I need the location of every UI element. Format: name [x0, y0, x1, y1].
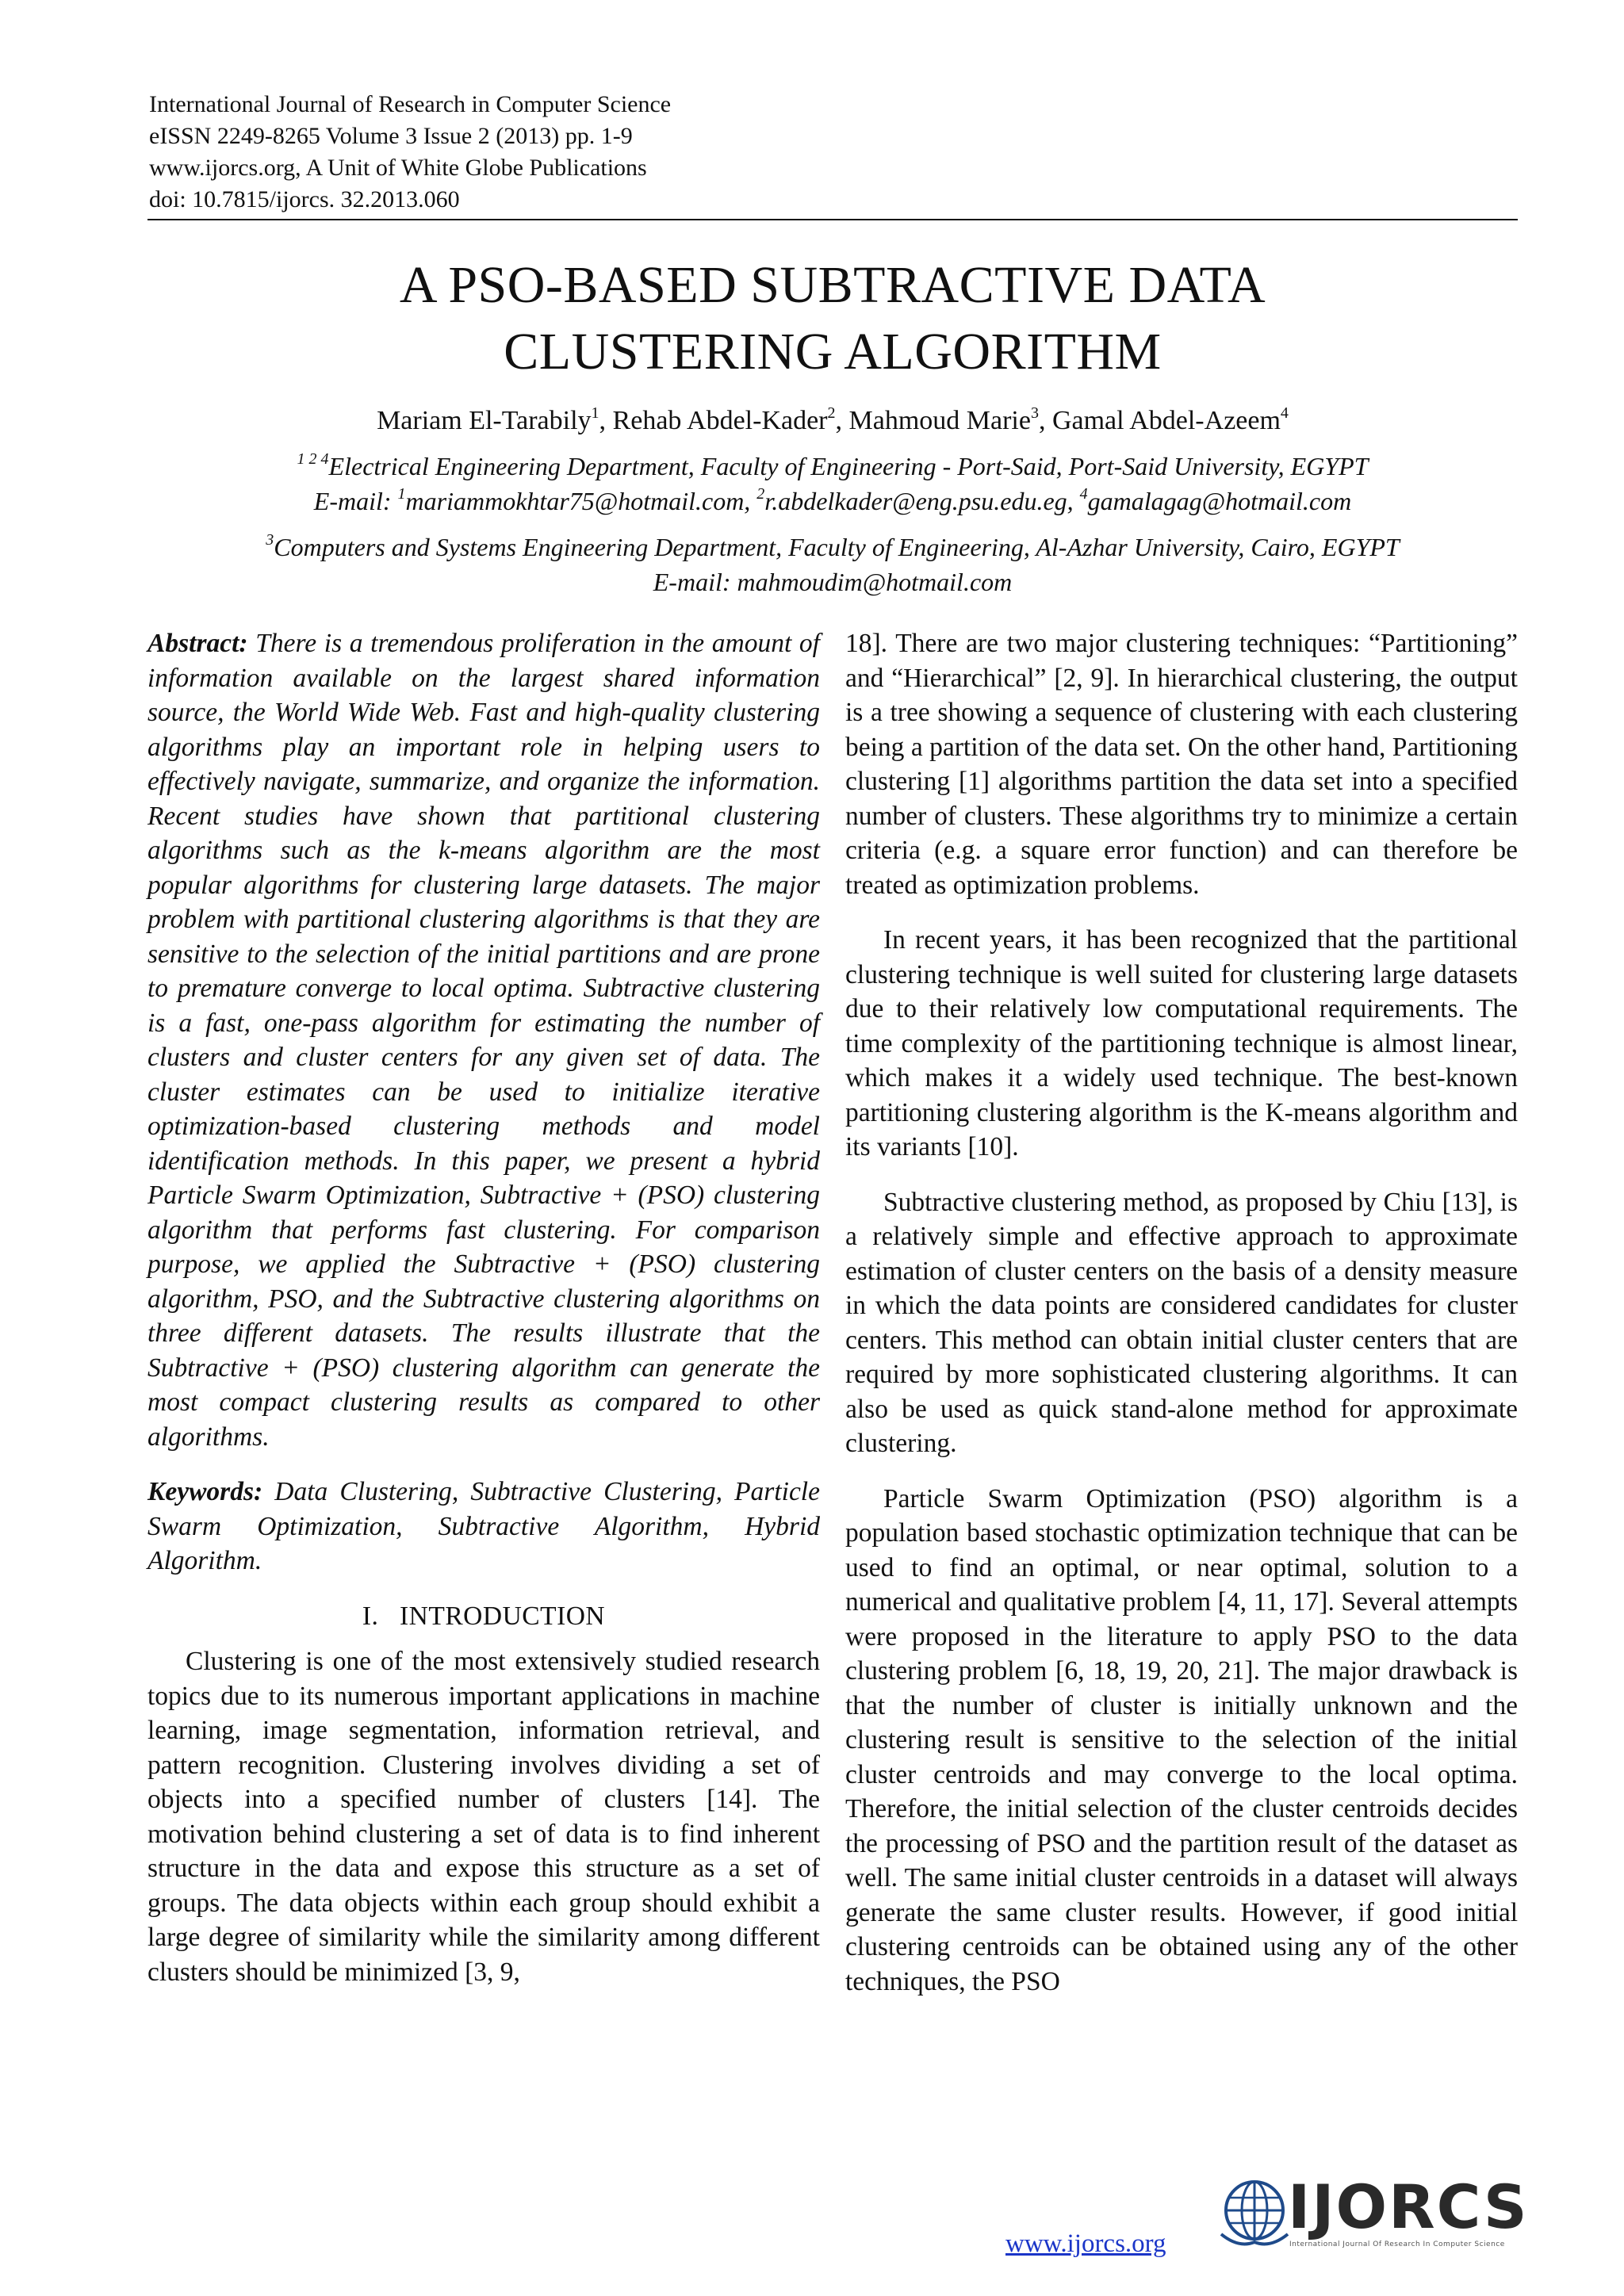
keywords: [147, 1475, 820, 1578]
abstract-label: Abstract:: [147, 629, 248, 658]
email1-sup1: 1: [397, 485, 406, 503]
title-line-2: CLUSTERING ALGORITHM: [504, 323, 1162, 381]
affiliation-1: [149, 449, 1516, 519]
body-paragraph-2: In recent years, it has been recognized that the partitional clustering technique is well suited for clustering large datasets due to their relatively low computational requirements. The time complexity of the partitioning technique is almost linear, which makes it a widely used technique. The best-known partitioning clustering algorithm is the K-means algorithm and its variants [10].: [845, 925, 1518, 1161]
email1-sup4: 4: [1079, 485, 1088, 503]
left-column: [147, 626, 820, 1989]
section-heading-introduction: I. INTRODUCTION: [362, 1601, 606, 1631]
footer-website-link[interactable]: www.ijorcs.org: [1005, 2229, 1166, 2258]
author-4-sup: 4: [1280, 404, 1289, 422]
email1-a: mariammokhtar75@hotmail.com,: [405, 487, 757, 515]
author-3: , Mahmoud Marie: [835, 406, 1031, 435]
body-paragraph-4: Particle Swarm Optimization (PSO) algorithm is a population based stochastic optimization technique that can be used to find an optimal, or near optimal, solution to a numerical and qualitative problem [4, 11, 17]. Several attempts were proposed in the literature to apply PSO to the data clustering problem [6, 18, 19, 20, 21]. The major drawback is that the number of cluster is initially unknown and the clustering result is sensitive to the selection of the initial cluster centroids and may converge to the local optima. Therefore, the initial selection of the cluster centroids decides the processing of PSO and the partition result of the dataset as well. The same initial cluster centroids in a dataset will always generate the same cluster results. However, if good initial clustering centroids can be obtained using any of the other techniques, the PSO: [845, 1483, 1518, 1996]
author-4: , Gamal Abdel-Azeem: [1038, 406, 1281, 435]
logo-wordmark: IJORCS: [1288, 2172, 1529, 2242]
email-line-2: E-mail: mahmoudim@hotmail.com: [653, 568, 1013, 596]
header-rule: [147, 219, 1518, 220]
author-3-sup: 3: [1030, 404, 1039, 422]
author-1-sup: 1: [591, 404, 599, 422]
author-1: Mariam El-Tarabily: [377, 406, 592, 435]
keywords-text: Data Clustering, Subtractive Clustering, Particle Swarm Optimization, Subtractive Algorithm, Hybrid Algorithm.: [147, 1477, 820, 1575]
abstract-text: There is a tremendous proliferation in the amount of information available on the largest shared information source, the World Wide Web. Fast and high-quality clustering algorithms play an important role in helping users to effectively navigate, summarize, and organize the information. Recent studies have shown that partitional clustering algorithms such as the k-means algorithm are the most popular algorithms for clustering large datasets. The major problem with partitional clustering algorithms is that they are sensitive to the selection of the initial partitions and are prone to premature converge to local optima. Subtractive clustering is a fast, one-pass algorithm for estimating the number of clusters and cluster centers for any given set of data. The cluster estimates can be used to initialize iterative optimization-based clustering methods and model identification methods. In this paper, we present a hybrid Particle Swarm Optimization, Subtractive + (PSO) clustering algorithm that performs fast clustering. For comparison purpose, we applied the Subtractive + (PSO) clustering algorithm, PSO, and the Subtractive clustering algorithms on three different datasets. The results illustrate that the Subtractive + (PSO) clustering algorithm can generate the most compact clustering results as compared to other algorithms.: [147, 629, 820, 1452]
author-list: [149, 403, 1516, 439]
author-2-sup: 2: [827, 404, 836, 422]
email1-b: r.abdelkader@eng.psu.edu.eg,: [764, 487, 1080, 515]
title-line-1: A PSO-BASED SUBTRACTIVE DATA: [399, 256, 1266, 314]
journal-issn: eISSN 2249-8265 Volume 3 Issue 2 (2013) pp. 1-9: [149, 123, 633, 149]
aff2-text: Computers and Systems Engineering Department, Faculty of Engineering, Al-Azhar University, Cairo, EGYPT: [274, 533, 1400, 561]
aff1-text: Electrical Engineering Department, Faculty of Engineering - Port-Said, Port-Said University, EGYPT: [328, 452, 1369, 480]
abstract: [147, 626, 820, 1454]
aff1-sup: 1 2 4: [297, 450, 329, 469]
intro-paragraph-1: Clustering is one of the most extensively studied research topics due to its numerous important applications in machine learning, image segmentation, information retrieval, and pattern recognition. Clustering involves dividing a set of objects into a specified number of clusters [14]. The motivation behind clustering a set of data is to find inherent structure in the data and expose this structure as a set of groups. The data objects within each group should exhibit a large degree of similarity while the similarity among different clusters should be minimized [3, 9,: [147, 1647, 820, 1987]
journal-doi: doi: 10.7815/ijorcs. 32.2013.060: [149, 186, 460, 212]
email1-c: gamalagag@hotmail.com: [1087, 487, 1352, 515]
journal-website: www.ijorcs.org, A Unit of White Globe Publications: [149, 155, 647, 181]
email1-prefix: E-mail:: [313, 487, 398, 515]
body-paragraph-1: 18]. There are two major clustering techniques: “Partitioning” and “Hierarchical” [2, 9]. In hierarchical clustering, the output is a tree showing a sequence of clustering with each clustering being a partition of the data set. On the other hand, Partitioning clustering [1] algorithms partition the data set into a specified number of clusters. These algorithms try to minimize a certain criteria (e.g. a square error function) and can therefore be treated as optimization problems.: [845, 629, 1518, 900]
logo-tagline: International Journal Of Research In Computer Science: [1289, 2241, 1505, 2248]
body-paragraph-3: Subtractive clustering method, as proposed by Chiu [13], is a relatively simple and effective approach to approximate estimation of cluster centers on the basis of a density measure in which the data points are considered candidates for cluster centers. This method can obtain initial cluster centers that are required by more sophisticated clustering algorithms. It can also be used as quick stand-alone method for approximate clustering.: [845, 1187, 1518, 1458]
journal-header: [149, 89, 1516, 216]
right-column: [845, 626, 1518, 1999]
email-line-1: [149, 484, 1516, 519]
author-2: , Rehab Abdel-Kader: [599, 406, 828, 435]
aff2-sup: 3: [266, 531, 274, 549]
journal-name: International Journal of Research in Computer Science: [149, 91, 672, 117]
paper-title: [149, 252, 1516, 385]
keywords-label: Keywords:: [147, 1477, 263, 1506]
email1-sup2: 2: [756, 485, 765, 503]
affiliation-2: [149, 530, 1516, 599]
